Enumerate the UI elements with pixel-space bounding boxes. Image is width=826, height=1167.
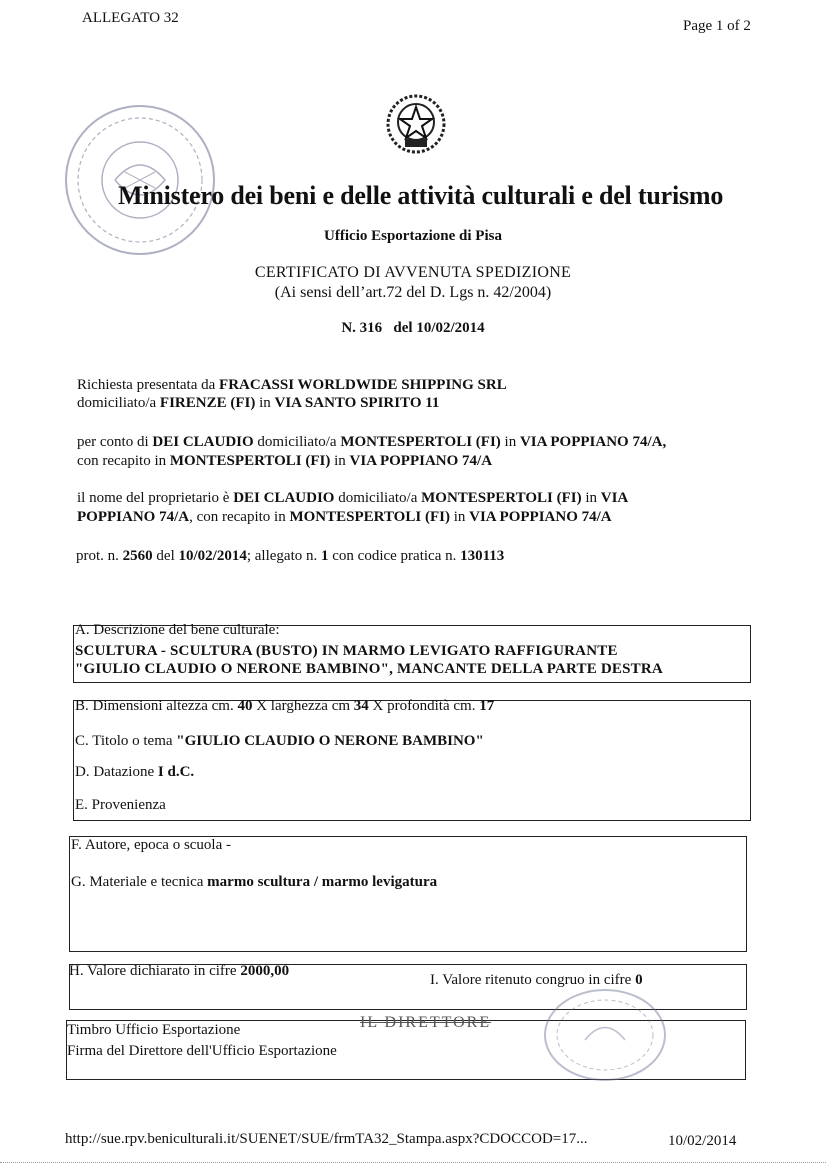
code-value: 130113 [460, 548, 505, 564]
attached-number: 1 [321, 548, 329, 564]
section-h-line [69, 963, 289, 980]
prot-del-label: del [156, 548, 175, 564]
page-indicator: Page 1 of 2 [683, 18, 751, 34]
on-behalf-contact-in: in [334, 453, 346, 469]
owner-contact-label: , con recapito in [189, 509, 286, 525]
request-line-2 [77, 394, 439, 412]
material-label: G. Materiale e tecnica [71, 874, 204, 890]
assessed-value: 0 [635, 972, 643, 988]
owner-contact-city: MONTESPERTOLI (FI) [289, 509, 450, 525]
dimension-height: 40 [237, 698, 253, 714]
office-name: Ufficio Esportazione di Pisa [324, 228, 502, 244]
footer-date: 10/02/2014 [668, 1133, 737, 1149]
prot-number: 2560 [122, 548, 153, 564]
owner-city: MONTESPERTOLI (FI) [421, 490, 582, 506]
owner-name: DEI CLAUDIO [233, 490, 335, 506]
title-label: C. Titolo o tema [75, 733, 173, 749]
section-f-line: F. Autore, epoca o scuola - [71, 837, 232, 853]
domiciled-label: domiciliato/a [77, 395, 157, 411]
section-b-line [75, 698, 494, 715]
attached-label: ; allegato n. [246, 548, 318, 564]
section-a-line-2: "GIULIO CLAUDIO O NERONE BAMBINO", MANCANTE DELLA PARTE DESTRA [75, 661, 663, 677]
on-behalf-contact-city: MONTESPERTOLI (FI) [169, 453, 331, 469]
owner-line-2 [77, 508, 612, 526]
section-d-line [75, 764, 194, 781]
certificate-title: CERTIFICATO DI AVVENUTA SPEDIZIONE [254, 264, 572, 281]
owner-label: il nome del proprietario è [77, 490, 230, 506]
on-behalf-contact-label: con recapito in [77, 453, 167, 469]
on-behalf-line-2 [77, 452, 492, 470]
certificate-number [0, 320, 826, 337]
section-a-line-1: SCULTURA - SCULTURA (BUSTO) IN MARMO LEVIGATO RAFFIGURANTE [75, 643, 618, 659]
dating-label: D. Datazione [75, 764, 155, 780]
section-b-e-box [73, 700, 751, 821]
on-behalf-in: in [504, 434, 517, 450]
on-behalf-street: VIA POPPIANO 74/A, [519, 434, 667, 450]
director-stamp-text: IL DIRETTORE [360, 1014, 492, 1031]
certificate-date: 10/02/2014 [416, 320, 485, 336]
footer-url: http://sue.rpv.beniculturali.it/SUENET/SUE/frmTA32_Stampa.aspx?CDOCCOD=17... [65, 1131, 588, 1147]
code-label: con codice pratica n. [332, 548, 457, 564]
certificate-del: del [393, 320, 413, 336]
office-stamp-icon [540, 985, 670, 1085]
certificate-subtitle: (Ai sensi dell’art.72 del D. Lgs n. 42/2004) [274, 284, 552, 301]
on-behalf-label: per conto di [77, 434, 149, 450]
owner-contact-in: in [453, 509, 466, 525]
section-g-line [71, 874, 437, 891]
dating-value: I d.C. [157, 764, 195, 780]
dimension-depth-label: X profondità cm. [372, 698, 476, 714]
material-value: marmo scultura / marmo levigatura [207, 874, 438, 890]
owner-street-part1: VIA [600, 490, 629, 506]
certificate-number-value: N. 316 [341, 320, 383, 336]
attachment-label: ALLEGATO 32 [82, 10, 179, 26]
declared-value: 2000,00 [240, 963, 290, 979]
declared-value-label: H. Valore dichiarato in cifre [69, 963, 237, 979]
domiciled-city: FIRENZE (FI) [159, 395, 256, 411]
dimension-width-label: X larghezza cm [256, 698, 351, 714]
on-behalf-city: MONTESPERTOLI (FI) [340, 434, 501, 450]
presented-by-value: FRACASSI WORLDWIDE SHIPPING SRL [219, 377, 507, 393]
title-value: "GIULIO CLAUDIO O NERONE BAMBINO" [176, 733, 484, 749]
signature-label: Firma del Direttore dell'Ufficio Esportazione [67, 1043, 337, 1059]
ministry-title: Ministero dei beni e delle attività culturali e del turismo [118, 181, 724, 210]
prot-label: prot. n. [76, 548, 119, 564]
on-behalf-line-1 [77, 433, 666, 451]
dimension-width: 34 [353, 698, 369, 714]
assessed-value-label: I. Valore ritenuto congruo in cifre [430, 972, 632, 988]
owner-contact-street: VIA POPPIANO 74/A [469, 509, 612, 525]
footer-divider [0, 1162, 826, 1164]
owner-domiciled-label: domiciliato/a [338, 490, 418, 506]
request-line-1 [77, 376, 507, 394]
protocol-line [76, 547, 504, 565]
presented-by-label: Richiesta presentata da [77, 377, 216, 393]
on-behalf-domiciled-label: domiciliato/a [257, 434, 337, 450]
owner-in: in [585, 490, 598, 506]
italian-emblem-icon [385, 93, 447, 155]
prot-date: 10/02/2014 [178, 548, 247, 564]
on-behalf-name: DEI CLAUDIO [152, 434, 254, 450]
dimension-depth: 17 [479, 698, 495, 714]
dimensions-label: B. Dimensioni altezza cm. [75, 698, 234, 714]
domiciled-street: VIA SANTO SPIRITO 11 [274, 395, 440, 411]
on-behalf-contact-street: VIA POPPIANO 74/A [349, 453, 493, 469]
section-c-line [75, 733, 484, 750]
owner-line-1 [77, 489, 628, 507]
in-label: in [259, 395, 271, 411]
section-a-label: A. Descrizione del bene culturale: [75, 622, 280, 638]
owner-street-part2: POPPIANO 74/A [77, 509, 190, 525]
section-e-line: E. Provenienza [75, 797, 166, 813]
stamp-label: Timbro Ufficio Esportazione [67, 1022, 241, 1038]
